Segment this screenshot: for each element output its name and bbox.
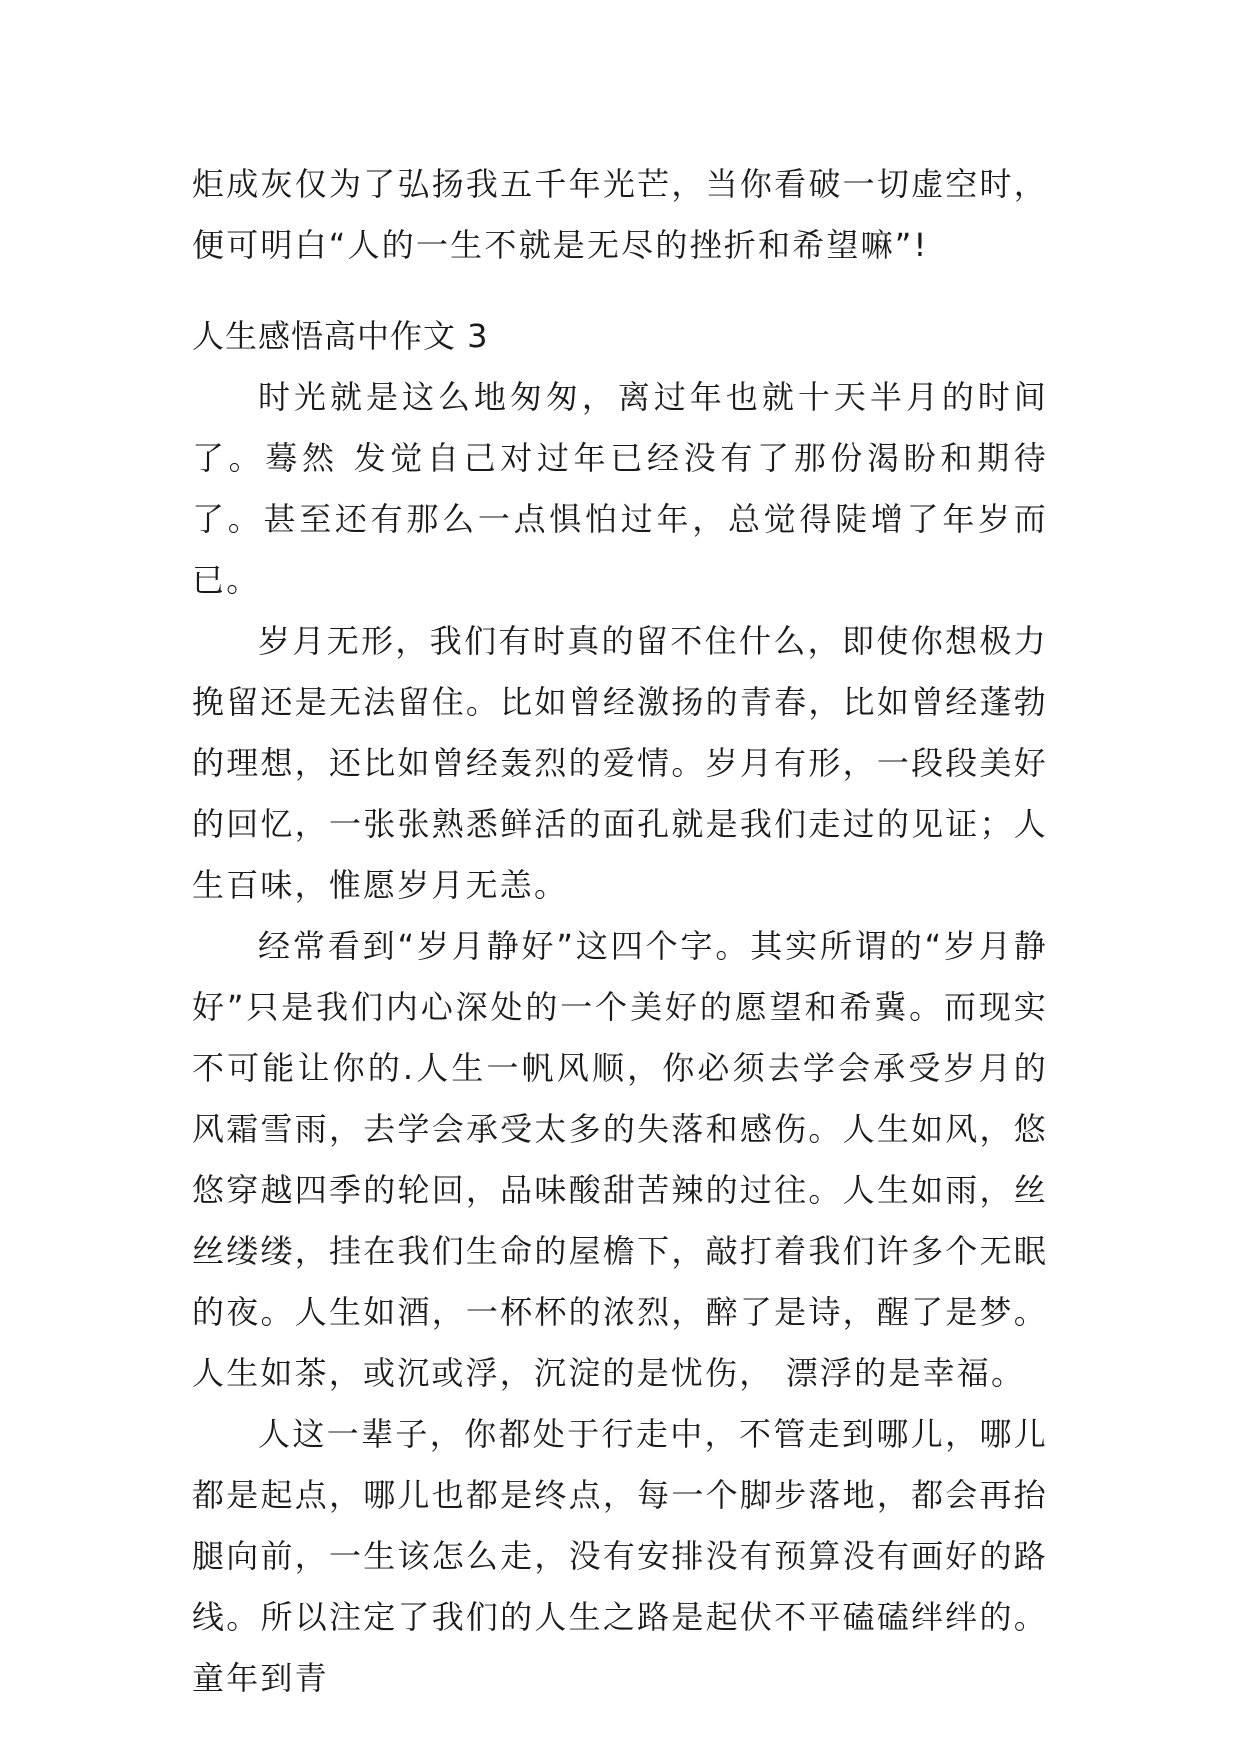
body-paragraph-3: 经常看到“岁月静好”这四个字。其实所谓的“岁月静好”只是我们内心深处的一个美好的愿望和希冀。而现实不可能让你的.人生一帆风顺，你必须去学会承受岁月的风霜雪雨，去学会承受太多的失落和感伤。人生如风，悠悠穿越四季的轮回，品味酸甜苦辣的过往。人生如雨，丝丝缕缕，挂在我们生命的屋檐下，敲打着我们许多个无眠的夜。人生如酒，一杯杯的浓烈，醉了是诗，醒了是梦。人生如茶，或沉或浮，沉淀的是忧伤， 漂浮的是幸福。 bbox=[192, 927, 1048, 1392]
section-title: 人生感悟高中作文 3 bbox=[192, 317, 489, 355]
intro-paragraph: 炬成灰仅为了弘扬我五千年光芒，当你看破一切虚空时，便可明白“人的一生不就是无尽的挫折和希望嘛”! bbox=[192, 165, 1048, 264]
body-paragraph-4: 人这一辈子，你都处于行走中，不管走到哪儿，哪儿都是起点，哪儿也都是终点，每一个脚步落地，都会再抬腿向前，一生该怎么走，没有安排没有预算没有画好的路线。所以注定了我们的人生之路是起伏不平磕磕绊绊的。童年到青 bbox=[192, 1415, 1048, 1697]
body-paragraph-2: 岁月无形，我们有时真的留不住什么，即使你想极力挽留还是无法留住。比如曾经激扬的青春，比如曾经蓬勃的理想，还比如曾经轰烈的爱情。岁月有形，一段段美好的回忆，一张张熟悉鲜活的面孔就是我们走过的见证；人生百味，惟愿岁月无恙。 bbox=[192, 622, 1048, 904]
paragraph-spacer bbox=[192, 276, 1048, 306]
document-body bbox=[192, 154, 1048, 1709]
body-paragraph-1: 时光就是这么地匆匆，离过年也就十天半月的时间了。蓦然 发觉自己对过年已经没有了那份渴盼和期待了。甚至还有那么一点惧怕过年，总觉得陡增了年岁而已。 bbox=[192, 378, 1048, 599]
